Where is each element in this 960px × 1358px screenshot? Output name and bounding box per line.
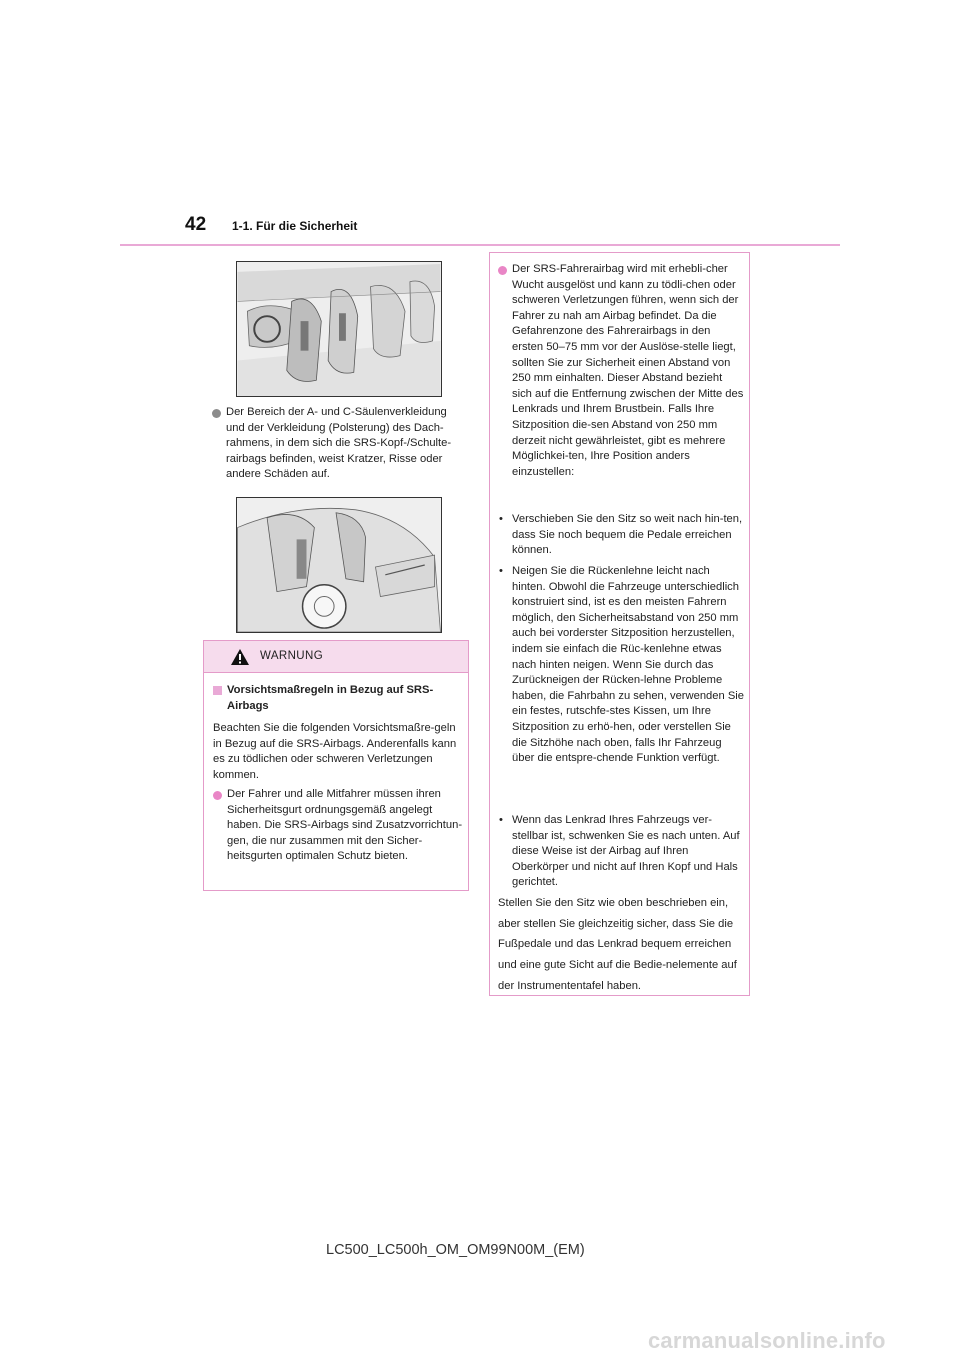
right-info-box — [489, 252, 750, 996]
interior-seats-drawing — [237, 262, 441, 396]
closing-paragraph: Stellen Sie den Sitz wie oben beschrieben ein, aber stellen Sie gleichzeitig sicher, dass Sie die Fußpedale und das Lenkrad bequem erreichen und eine gute Sicht auf die Bedie-nelemente auf der Instrumententafel haben. — [498, 897, 737, 992]
sub-item — [498, 512, 746, 559]
bullet-dot — [212, 409, 221, 418]
sub-item — [498, 813, 746, 891]
bullet-dot — [213, 791, 222, 800]
warning-intro: Beachten Sie die folgenden Vorsichtsmaßre-geln in Bezug auf die SRS-Airbags. Anderenfalls kann es zu tödlichen oder schweren Verletzungen kommen. — [213, 722, 457, 781]
header-rule — [120, 244, 840, 246]
site-watermark: carmanualsonline.info — [648, 1328, 886, 1353]
warning-box — [203, 640, 469, 891]
sub-item-marker: • — [499, 513, 503, 525]
bullet-dot — [498, 266, 507, 275]
sub-item-text: Neigen Sie die Rückenlehne leicht nach hinten. Obwohl die Fahrzeuge unterschiedlich konstruiert sind, ist es den meisten Fahrern möglich, den Sicherheitsabstand von 250 mm auch bei vorderster Sitzposition herzustellen, indem sie einfach die Rüc-kenlehne etwas nach hinten neigen. Wenn Sie durch das Zurückneigen der Rücken-lehne Probleme haben, die Fahrbahn zu sehen, verwenden Sie ein festes, rutschfe-stes Kissen, um Ihre Sitzposition zu erhö-hen, oder verstellen Sie die Sitzhöhe nach oben, falls Ihr Fahrzeug über die entspre-chende Funktion verfügt. — [512, 565, 744, 765]
sub-item-marker: • — [499, 565, 503, 577]
sub-item-text: Wenn das Lenkrad Ihres Fahrzeugs ver-stellbar ist, schwenken Sie es nach unten. Auf diese Weise ist der Airbag auf Ihren Oberkörper und nicht auf Ihren Kopf und Hals gerichtet. — [512, 814, 740, 889]
warning-bullet-text: Der Fahrer und alle Mitfahrer müssen ihren Sicherheitsgurt ordnungsgemäß angelegt haben. Die SRS-Airbags sind Zusatzvorrichtun-gen, die nur zusammen mit den Sicher-heitsgurten optimalen Schutz bieten. — [227, 788, 463, 863]
interior-seats-illustration — [236, 261, 442, 397]
warning-bullet-paragraph — [213, 787, 465, 865]
warning-triangle-icon — [230, 648, 250, 666]
square-bullet-icon — [213, 686, 222, 695]
section-title: 1-1. Für die Sicherheit — [232, 219, 358, 233]
model-code-footer: LC500_LC500h_OM_OM99N00M_(EM) — [326, 1242, 585, 1258]
page-number: 42 — [185, 214, 207, 235]
sub-item — [498, 564, 746, 767]
vehicle-pillars-illustration — [236, 497, 442, 633]
sub-item-marker: • — [499, 814, 503, 826]
warning-subheading — [213, 683, 461, 714]
warning-header — [204, 641, 468, 673]
vehicle-pillars-drawing — [237, 498, 441, 632]
warning-label: WARNUNG — [260, 650, 324, 662]
right-bullet-text: Der SRS-Fahrerairbag wird mit erhebli-cher Wucht ausgelöst und kann zu tödli-chen oder schweren Verletzungen führen, wenn sich der Fahrer zu nah am Airbag befindet. Da die Gefahrenzone des Fahrerairbags in den ersten 50–75 mm vor der Auslöse-stelle liegt, sollten Sie zur Sicherheit einen Abstand von 250 mm einhalten. Dieser Abstand bezieht sich auf die Entfernung zwischen der Mitte des Lenkrads und Ihrem Brustbein. Falls Ihre Sitzposition die-sen Abstand von 250 mm derzeit nicht gewährleistet, gibt es mehrere Möglichkei-ten, Ihre Position anders einzustellen: — [512, 263, 744, 478]
warning-subheading-text: Vorsichtsmaßregeln in Bezug auf SRS-Airbags — [227, 684, 434, 712]
right-bullet-paragraph — [498, 262, 744, 480]
left-bullet-text: Der Bereich der A- und C-Säulenverkleidung und der Verkleidung (Polsterung) des Dach-rahmens, in dem sich die SRS-Kopf-/Schulte-rairbags befinden, weist Kratzer, Risse oder andere Schäden auf. — [226, 406, 452, 481]
left-bullet-paragraph — [212, 405, 468, 483]
sub-item-text: Verschieben Sie den Sitz so weit nach hin-ten, dass Sie noch bequem die Pedale erreichen können. — [512, 513, 743, 557]
